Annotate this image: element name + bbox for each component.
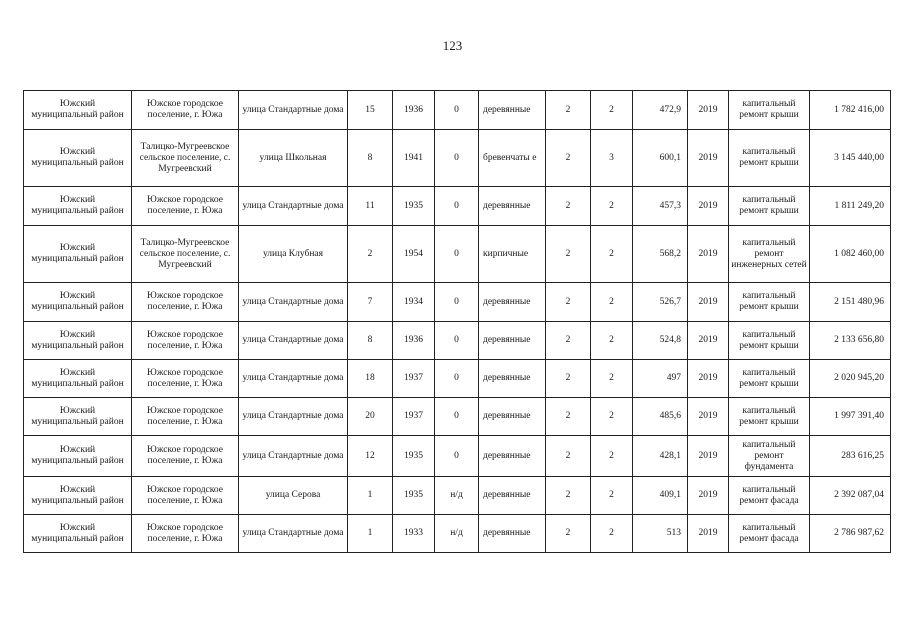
area-cell: 472,9 xyxy=(633,91,688,130)
street-cell: улица Стандартные дома xyxy=(239,91,348,130)
house-number-cell: 18 xyxy=(348,360,393,398)
wall-material-cell: деревянные xyxy=(479,91,546,130)
floors-cell: 2 xyxy=(546,187,591,226)
table-row xyxy=(24,226,891,283)
house-number-cell: 12 xyxy=(348,436,393,477)
house-number-cell: 15 xyxy=(348,91,393,130)
table-row xyxy=(24,436,891,477)
house-number-cell: 2 xyxy=(348,226,393,283)
area-cell: 568,2 xyxy=(633,226,688,283)
table-row xyxy=(24,477,891,515)
area-cell: 428,1 xyxy=(633,436,688,477)
settlement-cell: Южское городское поселение, г. Южа xyxy=(132,436,239,477)
settlement-cell: Южское городское поселение, г. Южа xyxy=(132,91,239,130)
year-cell: 2019 xyxy=(688,130,729,187)
floors-cell: 2 xyxy=(546,360,591,398)
build-year-cell: 1936 xyxy=(393,322,435,360)
year-cell: 2019 xyxy=(688,477,729,515)
cost-cell: 1 811 249,20 xyxy=(810,187,891,226)
municipality-cell: Южский муниципальный район xyxy=(24,398,132,436)
entrances-cell: 2 xyxy=(591,226,633,283)
table-row xyxy=(24,130,891,187)
work-type-cell: капитальный ремонт крыши xyxy=(729,283,810,322)
house-number-cell: 20 xyxy=(348,398,393,436)
wear-cell: н/д xyxy=(435,477,479,515)
municipality-cell: Южский муниципальный район xyxy=(24,130,132,187)
entrances-cell: 2 xyxy=(591,436,633,477)
house-number-cell: 1 xyxy=(348,477,393,515)
table-row xyxy=(24,187,891,226)
entrances-cell: 2 xyxy=(591,360,633,398)
street-cell: улица Клубная xyxy=(239,226,348,283)
municipality-cell: Южский муниципальный район xyxy=(24,91,132,130)
wall-material-cell: бревенчаты е xyxy=(479,130,546,187)
area-cell: 497 xyxy=(633,360,688,398)
wear-cell: 0 xyxy=(435,91,479,130)
build-year-cell: 1934 xyxy=(393,283,435,322)
house-number-cell: 11 xyxy=(348,187,393,226)
wear-cell: 0 xyxy=(435,436,479,477)
build-year-cell: 1935 xyxy=(393,436,435,477)
work-type-cell: капитальный ремонт крыши xyxy=(729,322,810,360)
build-year-cell: 1933 xyxy=(393,515,435,553)
floors-cell: 2 xyxy=(546,515,591,553)
area-cell: 485,6 xyxy=(633,398,688,436)
floors-cell: 2 xyxy=(546,91,591,130)
house-number-cell: 8 xyxy=(348,322,393,360)
year-cell: 2019 xyxy=(688,360,729,398)
entrances-cell: 2 xyxy=(591,398,633,436)
work-type-cell: капитальный ремонт крыши xyxy=(729,398,810,436)
year-cell: 2019 xyxy=(688,91,729,130)
floors-cell: 2 xyxy=(546,477,591,515)
street-cell: улица Стандартные дома xyxy=(239,515,348,553)
street-cell: улица Школьная xyxy=(239,130,348,187)
street-cell: улица Стандартные дома xyxy=(239,360,348,398)
wall-material-cell: деревянные xyxy=(479,283,546,322)
area-cell: 513 xyxy=(633,515,688,553)
cost-cell: 2 786 987,62 xyxy=(810,515,891,553)
entrances-cell: 2 xyxy=(591,91,633,130)
build-year-cell: 1937 xyxy=(393,360,435,398)
housing-repair-table xyxy=(23,90,891,553)
floors-cell: 2 xyxy=(546,398,591,436)
wear-cell: н/д xyxy=(435,515,479,553)
wall-material-cell: деревянные xyxy=(479,187,546,226)
build-year-cell: 1935 xyxy=(393,187,435,226)
build-year-cell: 1937 xyxy=(393,398,435,436)
street-cell: улица Стандартные дома xyxy=(239,436,348,477)
table-row xyxy=(24,91,891,130)
municipality-cell: Южский муниципальный район xyxy=(24,515,132,553)
floors-cell: 2 xyxy=(546,436,591,477)
wear-cell: 0 xyxy=(435,130,479,187)
build-year-cell: 1954 xyxy=(393,226,435,283)
street-cell: улица Серова xyxy=(239,477,348,515)
cost-cell: 2 151 480,96 xyxy=(810,283,891,322)
build-year-cell: 1936 xyxy=(393,91,435,130)
wall-material-cell: деревянные xyxy=(479,436,546,477)
street-cell: улица Стандартные дома xyxy=(239,322,348,360)
entrances-cell: 2 xyxy=(591,283,633,322)
entrances-cell: 2 xyxy=(591,187,633,226)
wall-material-cell: деревянные xyxy=(479,398,546,436)
municipality-cell: Южский муниципальный район xyxy=(24,187,132,226)
build-year-cell: 1941 xyxy=(393,130,435,187)
work-type-cell: капитальный ремонт крыши xyxy=(729,360,810,398)
cost-cell: 283 616,25 xyxy=(810,436,891,477)
year-cell: 2019 xyxy=(688,322,729,360)
build-year-cell: 1935 xyxy=(393,477,435,515)
floors-cell: 2 xyxy=(546,322,591,360)
wall-material-cell: деревянные xyxy=(479,322,546,360)
work-type-cell: капитальный ремонт крыши xyxy=(729,130,810,187)
area-cell: 457,3 xyxy=(633,187,688,226)
cost-cell: 2 133 656,80 xyxy=(810,322,891,360)
year-cell: 2019 xyxy=(688,436,729,477)
floors-cell: 2 xyxy=(546,283,591,322)
area-cell: 409,1 xyxy=(633,477,688,515)
work-type-cell: капитальный ремонт фундамента xyxy=(729,436,810,477)
street-cell: улица Стандартные дома xyxy=(239,187,348,226)
cost-cell: 2 020 945,20 xyxy=(810,360,891,398)
settlement-cell: Южское городское поселение, г. Южа xyxy=(132,187,239,226)
wall-material-cell: деревянные xyxy=(479,477,546,515)
table-row xyxy=(24,360,891,398)
year-cell: 2019 xyxy=(688,226,729,283)
street-cell: улица Стандартные дома xyxy=(239,398,348,436)
page-number: 123 xyxy=(442,38,463,53)
cost-cell: 3 145 440,00 xyxy=(810,130,891,187)
table-row xyxy=(24,515,891,553)
house-number-cell: 8 xyxy=(348,130,393,187)
area-cell: 526,7 xyxy=(633,283,688,322)
municipality-cell: Южский муниципальный район xyxy=(24,477,132,515)
entrances-cell: 3 xyxy=(591,130,633,187)
settlement-cell: Южское городское поселение, г. Южа xyxy=(132,283,239,322)
table-row xyxy=(24,322,891,360)
table-row xyxy=(24,398,891,436)
municipality-cell: Южский муниципальный район xyxy=(24,322,132,360)
work-type-cell: капитальный ремонт инженерных сетей xyxy=(729,226,810,283)
wall-material-cell: деревянные xyxy=(479,515,546,553)
municipality-cell: Южский муниципальный район xyxy=(24,283,132,322)
table-body xyxy=(24,91,891,553)
settlement-cell: Южское городское поселение, г. Южа xyxy=(132,515,239,553)
work-type-cell: капитальный ремонт крыши xyxy=(729,91,810,130)
year-cell: 2019 xyxy=(688,398,729,436)
wall-material-cell: кирпичные xyxy=(479,226,546,283)
floors-cell: 2 xyxy=(546,130,591,187)
wear-cell: 0 xyxy=(435,360,479,398)
cost-cell: 1 082 460,00 xyxy=(810,226,891,283)
entrances-cell: 2 xyxy=(591,515,633,553)
area-cell: 600,1 xyxy=(633,130,688,187)
work-type-cell: капитальный ремонт крыши xyxy=(729,187,810,226)
cost-cell: 1 782 416,00 xyxy=(810,91,891,130)
settlement-cell: Южское городское поселение, г. Южа xyxy=(132,477,239,515)
settlement-cell: Южское городское поселение, г. Южа xyxy=(132,360,239,398)
cost-cell: 1 997 391,40 xyxy=(810,398,891,436)
work-type-cell: капитальный ремонт фасада xyxy=(729,515,810,553)
municipality-cell: Южский муниципальный район xyxy=(24,360,132,398)
wall-material-cell: деревянные xyxy=(479,360,546,398)
street-cell: улица Стандартные дома xyxy=(239,283,348,322)
wear-cell: 0 xyxy=(435,283,479,322)
wear-cell: 0 xyxy=(435,322,479,360)
entrances-cell: 2 xyxy=(591,322,633,360)
house-number-cell: 1 xyxy=(348,515,393,553)
area-cell: 524,8 xyxy=(633,322,688,360)
wear-cell: 0 xyxy=(435,187,479,226)
wear-cell: 0 xyxy=(435,398,479,436)
municipality-cell: Южский муниципальный район xyxy=(24,436,132,477)
settlement-cell: Талицко-Мугреевское сельское поселение, с. Мугреевский xyxy=(132,130,239,187)
year-cell: 2019 xyxy=(688,283,729,322)
settlement-cell: Южское городское поселение, г. Южа xyxy=(132,398,239,436)
table-row xyxy=(24,283,891,322)
work-type-cell: капитальный ремонт фасада xyxy=(729,477,810,515)
year-cell: 2019 xyxy=(688,187,729,226)
cost-cell: 2 392 087,04 xyxy=(810,477,891,515)
settlement-cell: Южское городское поселение, г. Южа xyxy=(132,322,239,360)
floors-cell: 2 xyxy=(546,226,591,283)
year-cell: 2019 xyxy=(688,515,729,553)
settlement-cell: Талицко-Мугреевское сельское поселение, с. Мугреевский xyxy=(132,226,239,283)
house-number-cell: 7 xyxy=(348,283,393,322)
entrances-cell: 2 xyxy=(591,477,633,515)
wear-cell: 0 xyxy=(435,226,479,283)
municipality-cell: Южский муниципальный район xyxy=(24,226,132,283)
